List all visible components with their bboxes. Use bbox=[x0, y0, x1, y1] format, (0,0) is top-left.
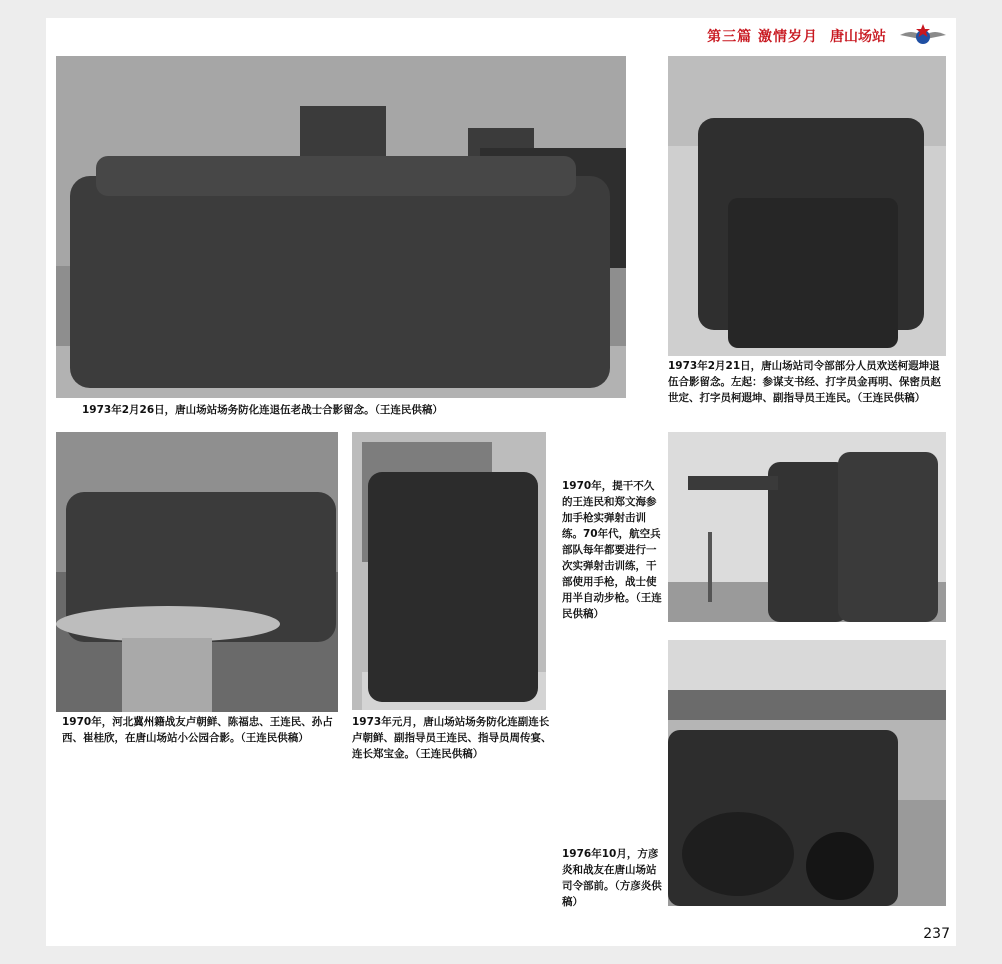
motorcycle-photo-hq bbox=[668, 640, 946, 906]
officers-photo-new-year bbox=[352, 432, 546, 710]
farewell-photo-hq-staff bbox=[668, 56, 946, 356]
photo-caption-5: 1970年，提干不久的王连民和郑文海参加手枪实弹射击训练。70年代，航空兵部队每年都要进行一次实弹射击训练，干部使用手枪，战士使用半自动步枪。（王连民供稿） bbox=[562, 480, 662, 620]
photo-caption-3: 1970年，河北冀州籍战友卢朝鲜、陈福忠、王连民、孙占西、崔桂欣，在唐山场站小公园合影。（王连民供稿） bbox=[62, 716, 333, 744]
photo-caption-4: 1973年元月，唐山场站场务防化连副连长卢朝鲜、副指导员王连民、指导员周传宴、连长郑宝金。（王连民供稿） bbox=[352, 716, 552, 760]
photo-caption-6: 1976年10月，方彦炎和战友在唐山场站司令部前。（方彦炎供稿） bbox=[562, 848, 662, 908]
photo-caption-1: 1973年2月26日，唐山场站场务防化连退伍老战士合影留念。（王连民供稿） bbox=[82, 404, 443, 416]
section-title: 第三篇 激情岁月 bbox=[707, 29, 818, 45]
photo-caption-2: 1973年2月21日，唐山场站司令部部分人员欢送柯遐坤退伍合影留念。左起：参谋支书经、打字员金再明、保密员赵世定、打字员柯遐坤、副指导员王连民。（王连民供稿） bbox=[668, 360, 941, 404]
pistol-training-photo bbox=[668, 432, 946, 622]
air-force-wings-emblem-icon bbox=[898, 23, 948, 49]
page-header bbox=[707, 21, 948, 51]
page-number: 237 bbox=[923, 926, 950, 942]
park-photo-jizhou-comrades bbox=[56, 432, 338, 712]
magazine-page bbox=[46, 18, 956, 946]
chapter-title: 唐山场站 bbox=[830, 29, 886, 45]
group-photo-retired-veterans bbox=[56, 56, 626, 398]
